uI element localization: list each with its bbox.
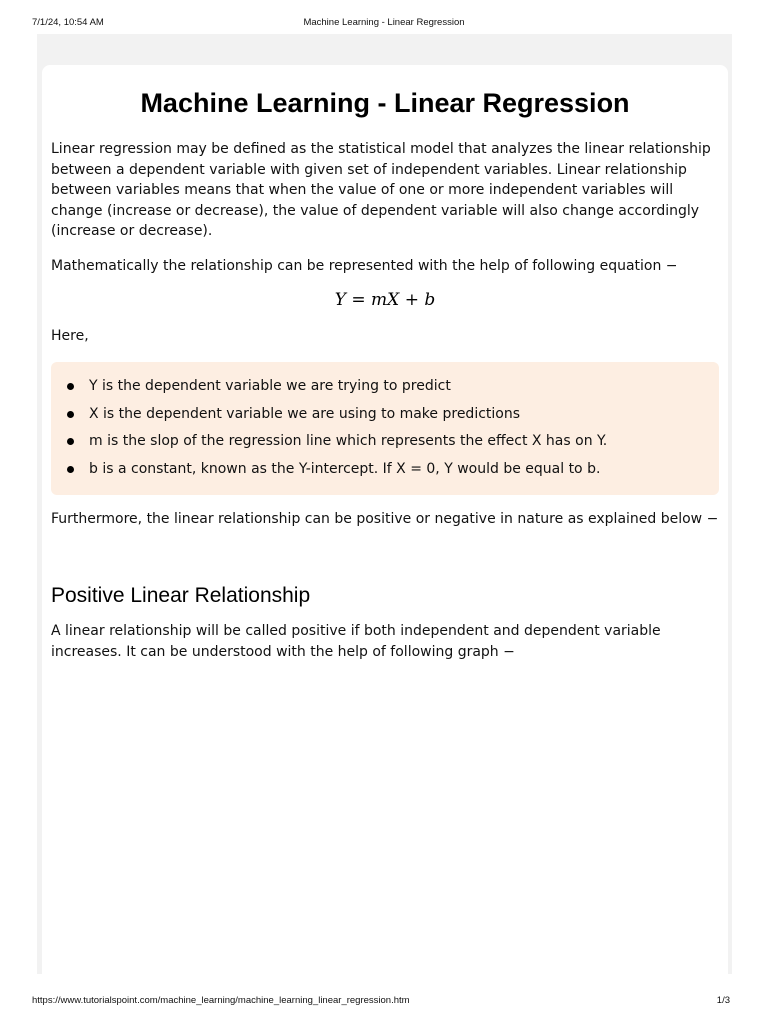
print-datetime: 7/1/24, 10:54 AM [32,17,104,28]
list-item-text: b is a constant, known as the Y-intercept. If X = 0, Y would be equal to b. [89,460,601,477]
equation-b: b [424,290,436,310]
equation-m: m [371,290,388,310]
print-doc-title: Machine Learning - Linear Regression [303,17,465,28]
here-label: Here, [51,328,89,344]
bullet-icon [67,466,74,473]
list-item-text: m is the slop of the regression line which represents the effect X has on Y. [89,433,608,449]
list-item [51,430,719,458]
bullet-icon [67,383,74,390]
print-footer [32,995,736,1009]
section-heading: Positive Linear Relationship [51,584,311,607]
definitions-box [51,362,719,495]
definitions-list [51,375,719,485]
print-header [32,17,736,31]
equation-equals: = [351,290,366,310]
equation-x: X [387,290,400,310]
list-item [51,375,719,403]
print-url: https://www.tutorialspoint.com/machine_learning/machine_learning_linear_regression.htm [32,995,410,1006]
intro-paragraph: Linear regression may be defined as the statistical model that analyzes the linear relationship between a dependent variable with given set of independent variables. Linear relationship between variables means that when the value of one or more independent variables will change (increase or decrease), the value of dependent variable will also change accordingly (increase or decrease). [51,141,711,240]
list-item-text: Y is the dependent variable we are trying to predict [89,378,451,394]
list-item-text: X is the dependent variable we are using to make predictions [89,405,521,422]
regression-equation [51,288,719,312]
page-title: Machine Learning - Linear Regression [140,88,630,118]
equation-plus: + [404,290,419,310]
equation-y: Y [334,290,346,310]
list-item [51,458,719,486]
bullet-icon [67,438,74,445]
section-paragraph: A linear relationship will be called positive if both independent and dependent variable increases. It can be understood with the help of following graph − [51,623,661,660]
list-item [51,403,719,431]
print-page-number: 1/3 [716,995,730,1006]
equation-lead-paragraph: Mathematically the relationship can be represented with the help of following equation − [51,258,678,274]
bullet-icon [67,411,74,418]
furthermore-paragraph: Furthermore, the linear relationship can be positive or negative in nature as explained below − [51,511,719,527]
